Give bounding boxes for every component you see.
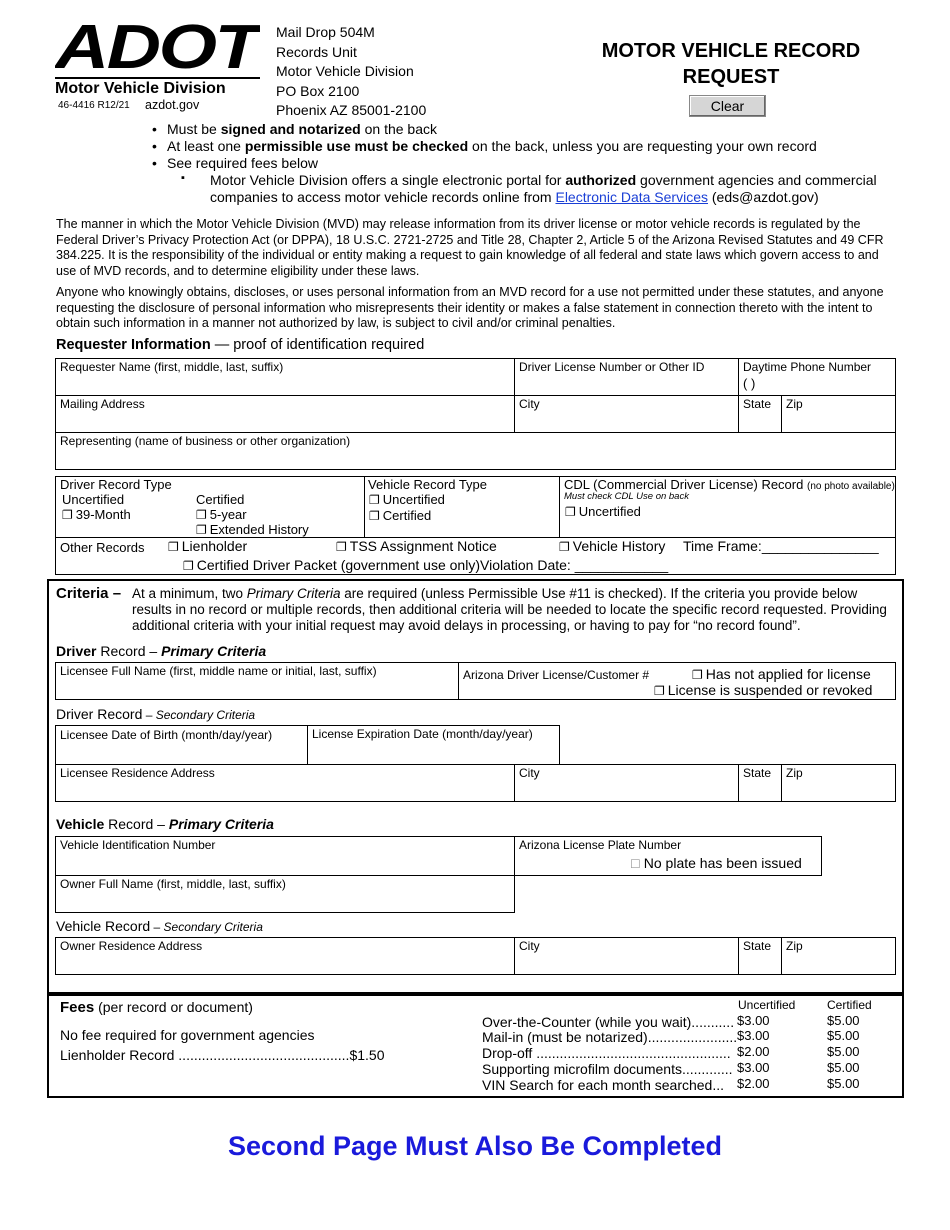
form-title-line1: MOTOR VEHICLE RECORD <box>601 40 861 62</box>
penalty-paragraph: Anyone who knowingly obtains, discloses, or uses personal information from an MVD record for a use not permitted under these statutes, and anyone requesting the disclosure of personal information who misrepresents their identity or makes a false statement in connection thereto with the intent to obtain such information in a manner not authorized by law, is subject to civil and/or criminal penalties. <box>56 285 884 330</box>
fee-certified: $5.00 <box>827 1044 860 1059</box>
bullet-icon: • <box>152 121 157 137</box>
driver-record-type-title: Driver Record Type <box>60 477 172 492</box>
suspended-option[interactable]: ❐ License is suspended or revoked <box>654 682 873 698</box>
driver-license-id-field[interactable]: Driver License Number or Other ID <box>514 358 739 396</box>
licensee-full-name-field[interactable]: Licensee Full Name (first, middle name or initial, last, suffix) <box>55 662 459 700</box>
checkbox-icon: ❐ <box>62 508 73 522</box>
form-title-line2: REQUEST <box>682 66 780 88</box>
address-line: Records Unit <box>276 43 357 60</box>
owner-zip-field[interactable]: Zip <box>781 937 896 975</box>
instructions-list <box>152 121 892 172</box>
certified-driver-packet-option[interactable]: ❐ Certified Driver Packet (government use only) <box>183 557 480 573</box>
vehicle-record-type-title: Vehicle Record Type <box>368 477 487 492</box>
fee-uncertified: $2.00 <box>737 1044 770 1059</box>
address-line: Motor Vehicle Division <box>276 63 414 79</box>
fee-uncertified: $3.00 <box>737 1060 770 1075</box>
checkbox-icon: ❐ <box>196 508 207 522</box>
sub-bullet-item: Motor Vehicle Division offers a single electronic portal for authorized government agencies and commercial companies to access motor vehicle records online from Electronic Data Services (eds@azdot.gov) <box>210 172 877 205</box>
vehicle-uncertified-option[interactable]: ❐ Uncertified <box>369 492 445 507</box>
fee-uncertified: $3.00 <box>737 1028 770 1043</box>
criteria-heading: Criteria – <box>56 585 122 602</box>
fee-col-certified: Certified <box>827 998 872 1012</box>
mailing-address-field[interactable]: Mailing Address <box>55 395 515 433</box>
39-month-option[interactable]: ❐ 39-Month <box>62 507 131 522</box>
no-plate-option[interactable]: ☐ No plate has been issued <box>630 855 802 871</box>
dppa-paragraph: The manner in which the Motor Vehicle Division (MVD) may release information from its driver license or motor vehicle records is regulated by the Federal Driver’s Privacy Protection Act (or DPPA), 18 U.S.C. 2721-2725 and Title 28, Chapter 2, Article 5 of the Arizona Revised Statutes and 49 CFR 384.225. It is the responsibility of the individual or entity making a request to gain knowledge of all federal and state laws which govern access to and use of MVD records, and to determine eligibility under these laws. <box>56 217 884 278</box>
city-field[interactable]: City <box>514 395 739 433</box>
checkbox-icon: ❐ <box>183 559 194 573</box>
no-fee-note: No fee required for government agencies <box>60 1027 315 1043</box>
bullet-icon: • <box>152 155 157 171</box>
fees-heading: Fees (per record or document) <box>60 999 253 1016</box>
other-records-label: Other Records <box>60 540 145 555</box>
checkbox-icon: ❐ <box>168 540 179 554</box>
bullet-item: • At least one permissible use must be checked on the back, unless you are requesting your own record <box>152 138 817 154</box>
cdl-uncertified-option[interactable]: ❐ Uncertified <box>565 504 641 519</box>
cdl-note: Must check CDL Use on back <box>564 491 689 502</box>
fee-certified: $5.00 <box>827 1076 860 1091</box>
checkbox-icon: ❐ <box>565 505 576 519</box>
fee-col-uncertified: Uncertified <box>738 998 796 1012</box>
phone-area-code: ( ) <box>743 376 756 391</box>
checkbox-icon: ❐ <box>369 493 380 507</box>
arizona-driver-license-field[interactable]: Arizona Driver License/Customer # <box>458 662 896 700</box>
bullet-item: • Must be signed and notarized on the back <box>152 121 437 137</box>
bullet-item: • See required fees below <box>152 155 318 171</box>
fee-row-label: Mail-in (must be notarized)....................... <box>482 1029 738 1045</box>
eds-link[interactable]: Electronic Data Services <box>555 189 708 205</box>
representing-field[interactable]: Representing (name of business or other organization) <box>55 432 896 470</box>
fee-row-label: Drop-off .................................................. <box>482 1045 731 1061</box>
vin-field[interactable]: Vehicle Identification Number <box>55 836 515 876</box>
logo-rule <box>55 77 260 79</box>
5-year-option[interactable]: ❐ 5-year <box>196 507 247 522</box>
vehicle-secondary-heading: Vehicle Record – Secondary Criteria <box>56 918 263 934</box>
certified-col-label: Certified <box>196 492 245 507</box>
violation-date-field[interactable]: Violation Date: ____________ <box>480 557 669 573</box>
zip-field[interactable]: Zip <box>781 395 896 433</box>
fee-certified: $5.00 <box>827 1060 860 1075</box>
checkbox-icon: ❐ <box>692 668 703 682</box>
adot-logo-graphic <box>55 18 260 74</box>
licensee-zip-field[interactable]: Zip <box>781 764 896 802</box>
requester-heading: Requester Information — proof of identification required <box>56 337 425 353</box>
fee-row-label: VIN Search for each month searched... <box>482 1077 725 1093</box>
mailing-address-block <box>276 23 426 121</box>
vehicle-certified-option[interactable]: ❐ Certified <box>369 508 432 523</box>
criteria-instructions: At a minimum, two Primary Criteria are required (unless Permissible Use #11 is checked). If the criteria you provide below results in no record or multiple records, then additional criteria will be needed to locate the specific record requested. Providing additional criteria with your initial request may avoid delays in processing, or having to pay for “no record found”. <box>132 586 887 633</box>
license-plate-field[interactable]: Arizona License Plate Number <box>514 836 822 876</box>
owner-full-name-field[interactable]: Owner Full Name (first, middle, last, suffix) <box>55 875 515 913</box>
tss-assignment-option[interactable]: ❐ TSS Assignment Notice <box>336 538 497 554</box>
adot-logo <box>55 18 260 98</box>
lienholder-fee: Lienholder Record ............................................$1.50 <box>60 1047 385 1063</box>
daytime-phone-field[interactable]: Daytime Phone Number ( ) <box>738 358 896 396</box>
logo-subtitle: Motor Vehicle Division <box>55 80 226 97</box>
address-line: Phoenix AZ 85001-2100 <box>276 102 427 118</box>
vehicle-history-option[interactable]: ❐ Vehicle History <box>559 538 666 554</box>
fee-row-label: Over-the-Counter (while you wait)........... <box>482 1014 735 1030</box>
fee-uncertified: $2.00 <box>737 1076 770 1091</box>
bullet-icon: • <box>152 138 157 154</box>
checkbox-icon: ❐ <box>654 684 665 698</box>
licensee-city-field[interactable]: City <box>514 764 739 802</box>
owner-state-field[interactable]: State <box>738 937 782 975</box>
vehicle-primary-heading: Vehicle Record – Primary Criteria <box>56 816 274 832</box>
form-number: 46-4416 R12/21 <box>58 100 130 111</box>
licensee-residence-field[interactable]: Licensee Residence Address <box>55 764 515 802</box>
driver-primary-heading: Driver Record – Primary Criteria <box>56 643 267 659</box>
fee-row-label: Supporting microfilm documents............. <box>482 1061 733 1077</box>
address-line: PO Box 2100 <box>276 82 360 99</box>
logo-wordmark: ADOT <box>55 18 260 74</box>
clear-button[interactable]: Clear <box>689 95 766 117</box>
license-expiration-field[interactable]: License Expiration Date (month/day/year) <box>307 725 560 765</box>
checkbox-icon: ❐ <box>336 540 347 554</box>
licensee-state-field[interactable]: State <box>738 764 782 802</box>
not-applied-option[interactable]: ❐ Has not applied for license <box>692 666 871 682</box>
licensee-dob-field[interactable]: Licensee Date of Birth (month/day/year) <box>55 725 308 765</box>
address-line: Mail Drop 504M <box>276 24 375 40</box>
checkbox-icon: ❐ <box>196 523 207 537</box>
checkbox-icon: ☐ <box>630 857 641 871</box>
checkbox-icon: ❐ <box>369 509 380 523</box>
uncertified-col-label: Uncertified <box>62 492 125 507</box>
website: azdot.gov <box>145 98 200 112</box>
owner-residence-field[interactable]: Owner Residence Address <box>55 937 515 975</box>
driver-secondary-heading: Driver Record – Secondary Criteria <box>56 706 256 722</box>
checkbox-icon: ❐ <box>559 540 570 554</box>
state-field[interactable]: State <box>738 395 782 433</box>
second-page-notice: Second Page Must Also Be Completed <box>227 1131 723 1161</box>
lienholder-option[interactable]: ❐ Lienholder <box>168 538 248 554</box>
sub-bullet-icon: ▪ <box>181 172 185 184</box>
time-frame-field[interactable]: Time Frame:_______________ <box>683 538 879 554</box>
requester-name-field[interactable]: Requester Name (first, middle, last, suffix) <box>55 358 515 396</box>
extended-history-option[interactable]: ❐ Extended History <box>196 522 309 537</box>
form-title <box>560 38 902 90</box>
fee-certified: $5.00 <box>827 1013 860 1028</box>
fee-uncertified: $3.00 <box>737 1013 770 1028</box>
fee-certified: $5.00 <box>827 1028 860 1043</box>
cdl-record-title: CDL (Commercial Driver License) Record (no photo available) <box>564 477 895 492</box>
owner-city-field[interactable]: City <box>514 937 739 975</box>
